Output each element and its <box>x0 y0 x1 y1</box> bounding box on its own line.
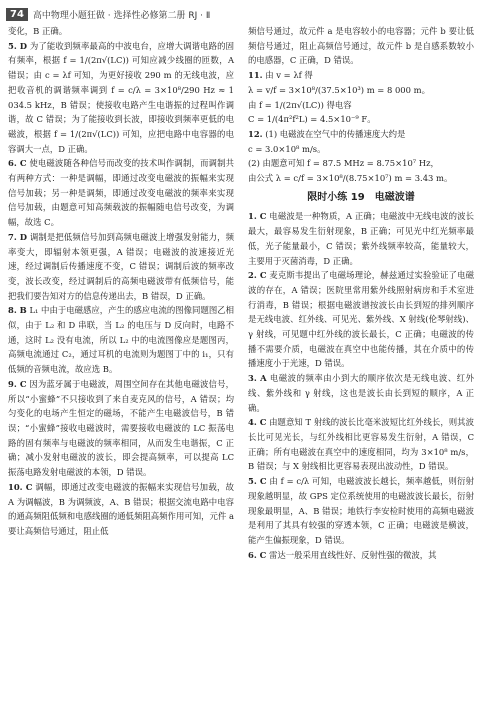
answer-paragraph: 8. B L₁ 中由于电磁感应，产生的感应电流的图像同题图乙相似，由于 L₂ 和 D 串联，当 L₂ 的电压与 D 反向时，电路不通，这时 L₂ 没有电流，所以 L₂ 中的电流图像应是题图丙，高频电流通过 C₂，通过耳机的电流则为题图丁中的 i₁，只有低频的音频电流，故应选 B。 <box>8 305 234 375</box>
page-number: 74 <box>6 8 28 21</box>
answer-paragraph: 10. C 调幅，即通过改变电磁波的振幅来实现信号加载，故 A 为调幅波，B 为调频波，A、B 错误；根据交流电路中电容的通高频阻低频和电感线圈的通低频阻高频作用可知，元件 a 要让高频信号通过，阻止低 <box>8 481 234 536</box>
answer-paragraph: 7. D 调制是把低频信号加到高频电磁波上增强发射能力，频率变大，即辐射本领更强，A 错误；电磁波的波速接近光速，经过调制后传播速度不变，C 错误；调制后波的频率改变，波长改变，经过调制后的高频电磁波带有低频信号，能把我们要告知对方的信息传递出去，B 错误，D 正确。 <box>8 231 235 301</box>
answer-paragraph: 4. C 由题意知 T 射线的波长比毫米波短比红外线长，则其波长比可见光长，与红外线相比更容易发生衍射，A 错误，C 正确；所有电磁波在真空中的速度相同，均为 3×10⁸ m/s，B 错误；与 X 射线相比更容易表现出波动性，D 错误。 <box>248 417 474 472</box>
formula-line: λ = v/f = 3×10⁸/(37.5×10³) m = 8 000 m。 <box>248 84 430 95</box>
book-title: 高中物理小题狂做 · 选择性必修第二册 RJ · Ⅱ <box>32 10 211 21</box>
page-header <box>6 6 210 22</box>
answer-paragraph: 5. D 为了能收到频率最高的中波电台，应增大调谐电路的固有频率，根据 f = 1/(2π√(LC)) 可知应减少线圈的匝数，A 错误；由 c = λf 可知，为更好接收 290 m 的无线电波，应把收音机的调谐频率调到 f = c/λ = 3×10⁸/290 Hz ≈ 1 034.5 kHz，B 错误；使接收电路产生电谐振的过程叫作调谐，故 C 错误；为了能接收到长波，即接收到频率更低的电磁波，根据 f = 1/(2π√(LC)) 可知，应把电路中电容器的电容调大一点，D 正确。 <box>8 40 235 154</box>
left-column <box>8 24 234 539</box>
formula-line: 由 f = 1/(2π√(LC)) 得电容 <box>248 99 352 110</box>
answer-paragraph: 1. C 电磁波是一种物质，A 正确；电磁波中无线电波的波长最大，最容易发生衍射现象，B 正确；可见光中红光频率最低，光子能量最小，C 错误；紫外线频率较高，能量较大，主要用于灭菌消毒，D 正确。 <box>248 211 474 266</box>
answer-paragraph: 3. A 电磁波的频率由小到大的顺序依次是无线电波、红外线、紫外线和 γ 射线，这也是波长由长到短的顺序，A 正确。 <box>248 373 474 413</box>
answer-paragraph: 2. C 麦克斯韦提出了电磁场理论，赫兹通过实验验证了电磁波的存在，A 错误；医院里常用紫外线照射病房和手术室进行消毒，B 错误；根据电磁波谱按波长由长到短的排列顺序是无线电波、红外线、可见光、紫外线、X 射线(伦琴射线)、γ 射线，可见题中红外线的波长最长，C 正确；电磁波的传播不需要介质，电磁波在真空中也能传播，其在介质中的传播速度小于光速，D 错误。 <box>248 270 475 369</box>
answer-paragraph: 6. C 雷达一般采用直线性好、反射性强的微波，其 <box>248 549 437 560</box>
section-title: 限时小练 19 电磁波谱 <box>307 191 415 203</box>
answer-paragraph: 12. (1) 电磁波在空气中的传播速度大约是 <box>248 128 406 139</box>
answer-paragraph: 6. C 使电磁波随各种信号而改变的技术叫作调制，而调制共有两种方式：一种是调幅，即通过改变电磁波的振幅来实现信号加载；另一种是调频，即通过改变电磁波的频率来实现信号加载，由题意可知高频载波的振幅随电信号改变，为调幅，故选 C。 <box>8 158 235 228</box>
answer-paragraph: 11. 由 v = λf 得 <box>248 70 313 81</box>
formula-line: (2) 由题意可知 f = 87.5 MHz = 8.75×10⁷ Hz， <box>248 158 439 169</box>
answer-paragraph: 变化，B 正确。 <box>8 26 68 36</box>
formula-line: C = 1/(4π²f²L) = 4.5×10⁻⁹ F。 <box>248 114 376 125</box>
formula-line: 由公式 λ = c/f = 3×10⁸/(8.75×10⁷) m = 3.43 m。 <box>248 173 453 184</box>
answer-paragraph: 5. C 由 f = c/λ 可知，电磁波波长越长，频率越低，则衍射现象越明显，故 GPS 定位系统使用的电磁波波长最长，衍射现象最明显，A、B 错误；地铁行李安检时使用的高频电磁波是利用了其具有较强的穿透本领，C 正确；电磁波是横波，能产生偏振现象，D 错误。 <box>248 476 474 545</box>
formula-line: c = 3.0×10⁸ m/s。 <box>248 143 326 154</box>
answer-paragraph: 9. C 因为蓝牙属于电磁波，周围空间存在其他电磁波信号，所以“小蜜蜂”不只接收到了来自麦克风的信号，A 错误；均匀变化的电场产生恒定的磁场，不能产生电磁波信号，B 错误；“小蜜蜂”接收电磁波时，需要接收电磁波的 LC 振荡电路的固有频率与电磁波的频率相同，从而发生电谐振，C 正确；减小发射电磁波的波长，即会提高频率，可以提高 LC 振荡电路发射电磁波的本领，D 错误。 <box>8 378 235 478</box>
right-column <box>248 24 474 562</box>
answer-paragraph: 频信号通过，故元件 a 是电容较小的电容器；元件 b 要让低频信号通过，阻止高频信号通过，故元件 b 是自感系数较小的电感器，C 正确，D 错误。 <box>248 26 474 66</box>
